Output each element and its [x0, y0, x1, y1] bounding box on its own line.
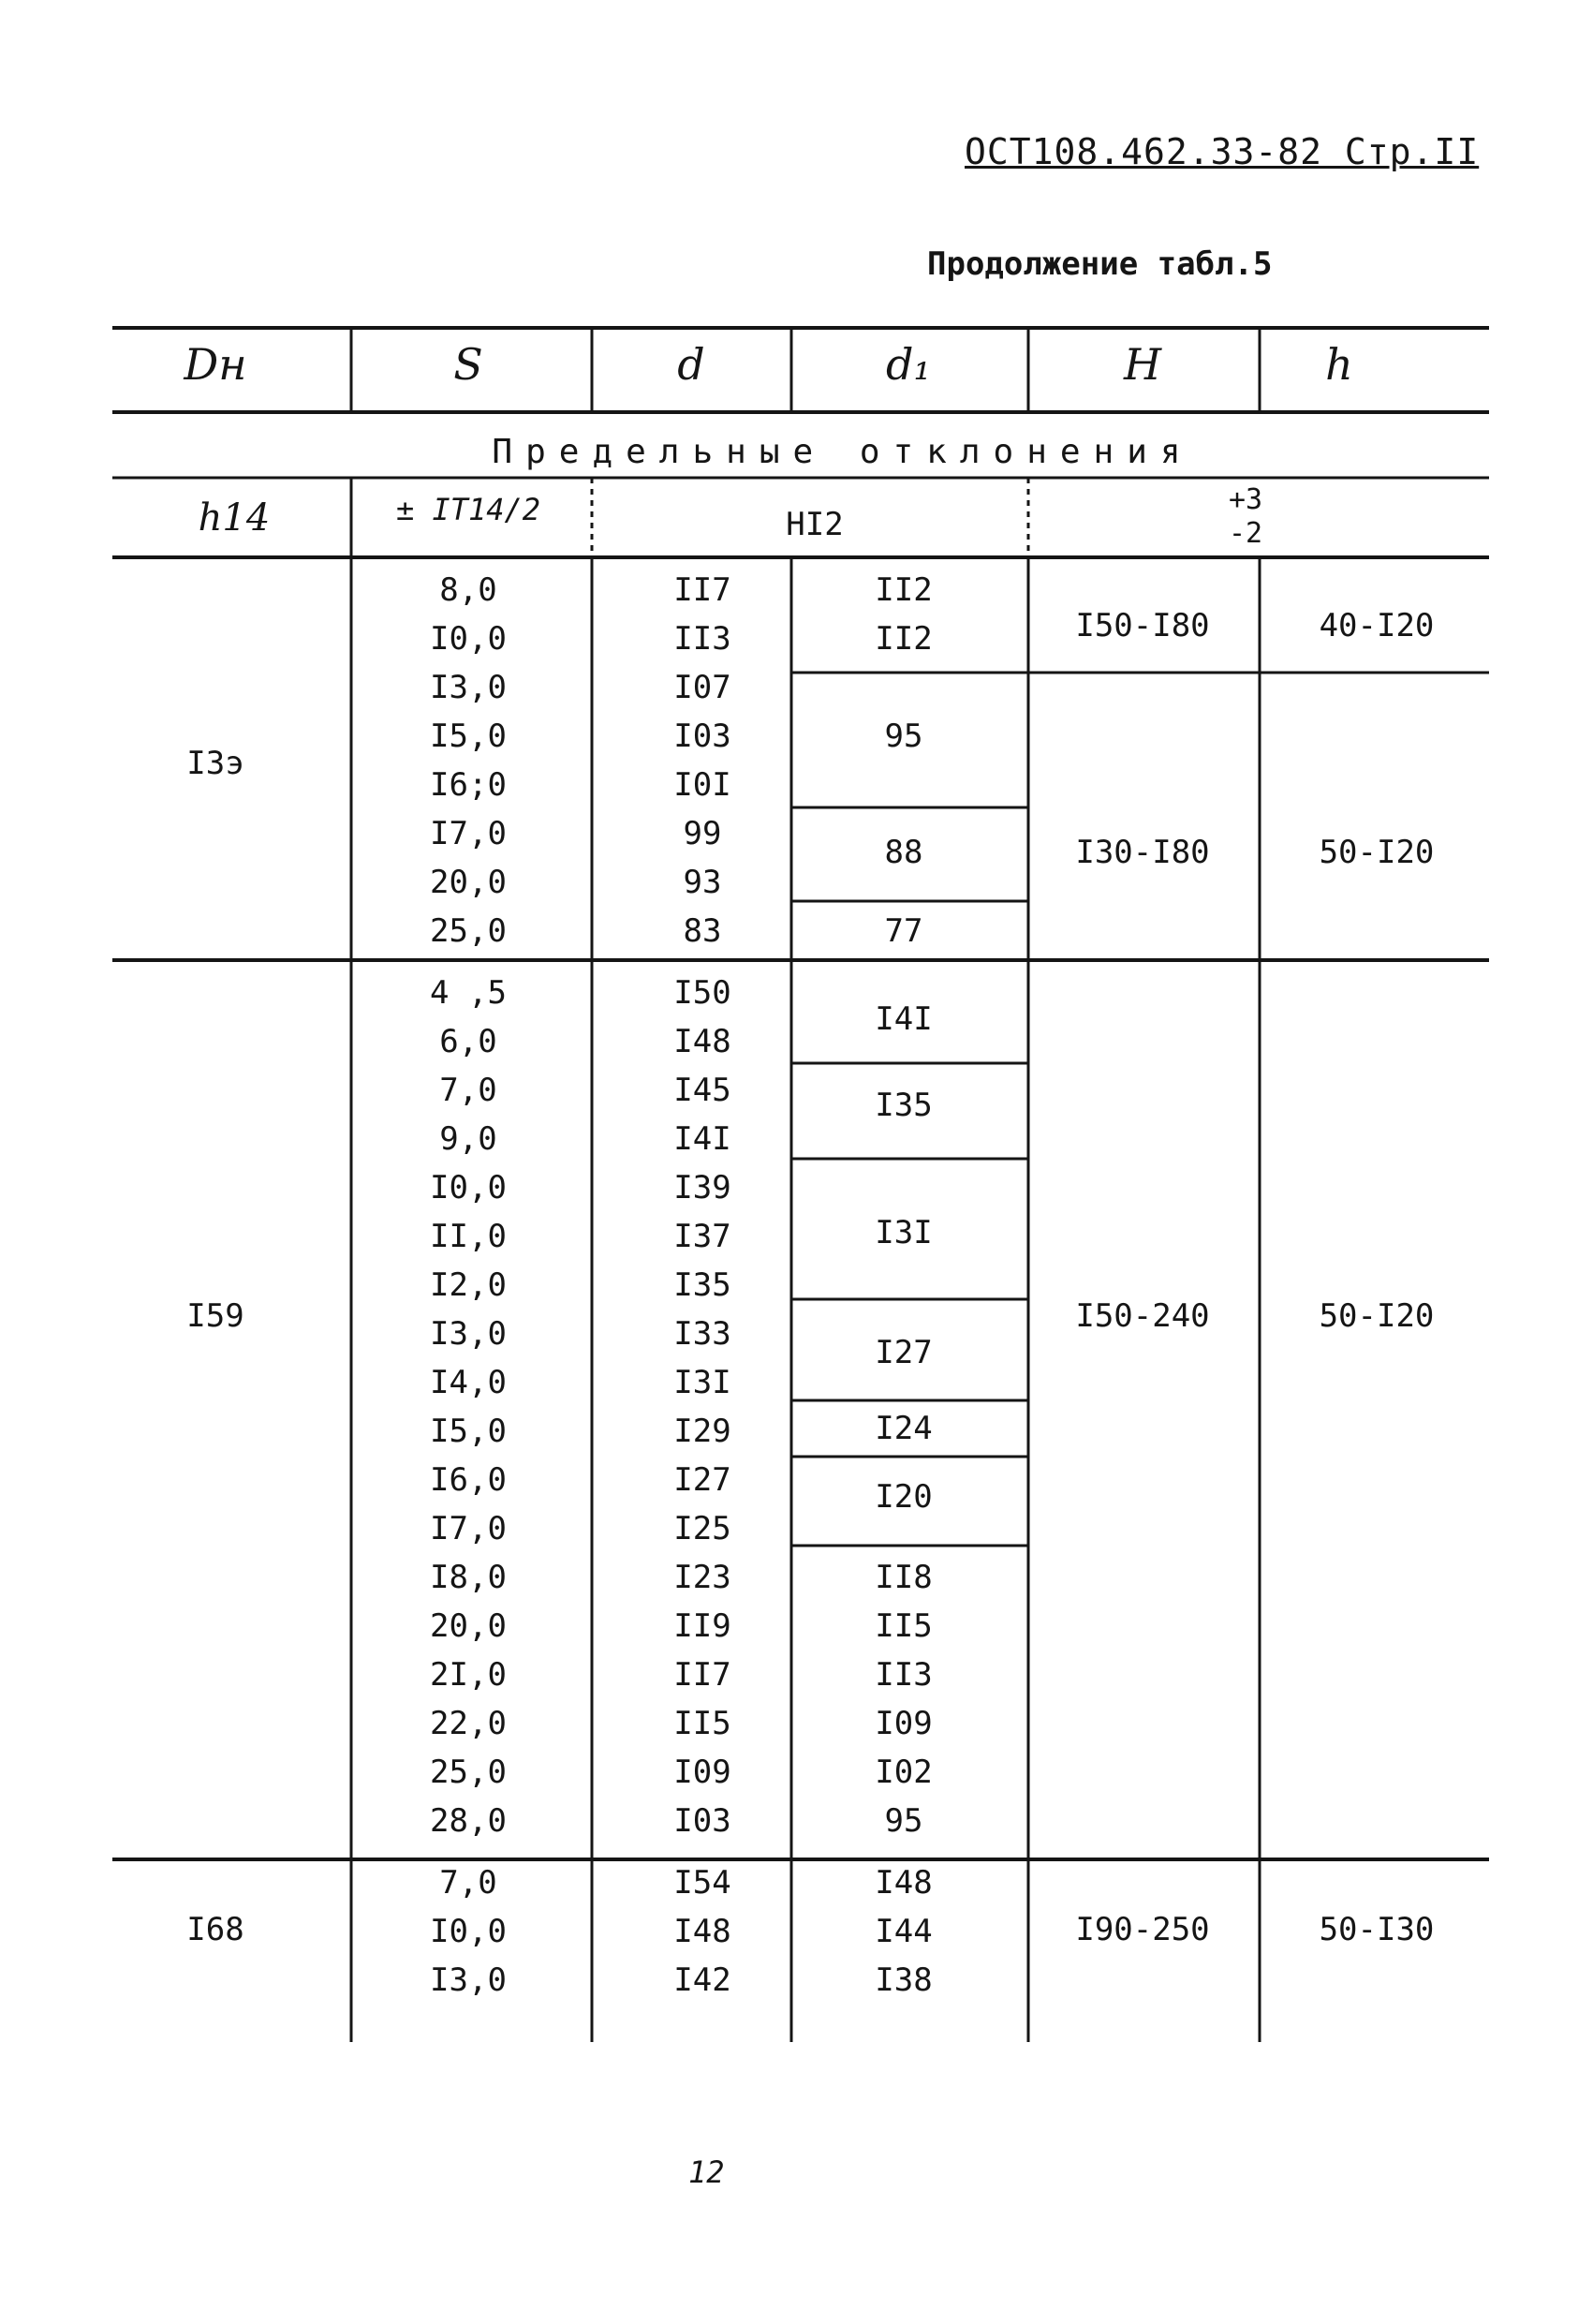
group3-d1-2: I38: [875, 1961, 933, 1999]
group2-d-16: I09: [673, 1754, 731, 1791]
group2-s-9: I5,0: [430, 1413, 507, 1450]
group2-d-10: I27: [673, 1461, 731, 1499]
group1-h-1: 50-I20: [1319, 834, 1435, 871]
group2-d1-10: I02: [875, 1754, 933, 1791]
group1-d-2: I07: [673, 669, 731, 706]
group3-s-1: I0,0: [430, 1913, 507, 1950]
group3-dn: I68: [186, 1911, 244, 1948]
group2-s-16: 25,0: [430, 1754, 507, 1791]
group1-s-6: 20,0: [430, 864, 507, 901]
group2-d-5: I37: [673, 1218, 731, 1255]
group2-s-14: 2I,0: [430, 1656, 507, 1694]
group2-s-11: I7,0: [430, 1510, 507, 1547]
group3-d1-0: I48: [875, 1864, 933, 1902]
group2-d-7: I33: [673, 1315, 731, 1353]
group1-d-0: II7: [673, 571, 731, 609]
group2-d1-11: 95: [884, 1802, 923, 1840]
group1-s-1: I0,0: [430, 620, 507, 658]
group2-d1-8: II3: [875, 1656, 933, 1694]
group2-d-1: I48: [673, 1023, 731, 1060]
group3-d-0: I54: [673, 1864, 731, 1902]
group2-d-3: I4I: [673, 1120, 731, 1158]
group2-d1-7: II5: [875, 1607, 933, 1645]
group1-d-7: 83: [683, 912, 722, 950]
table-caption: Продолжение табл.5: [927, 245, 1273, 283]
group3-s-2: I3,0: [430, 1961, 507, 1999]
tolerance-h-lower: -2: [1228, 517, 1263, 550]
group1-d-5: 99: [683, 815, 722, 852]
group2-s-4: I0,0: [430, 1169, 507, 1206]
group1-d-4: I0I: [673, 766, 731, 804]
tolerance-s: ± IT14/2: [395, 492, 541, 527]
group1-h-0: 40-I20: [1319, 607, 1435, 644]
group2-s-5: II,0: [430, 1218, 507, 1255]
group2-s-1: 6,0: [439, 1023, 497, 1060]
group2-d-13: II9: [673, 1607, 731, 1645]
page-number: 12: [688, 2154, 725, 2190]
group2-d-8: I3I: [673, 1364, 731, 1401]
group2-s-17: 28,0: [430, 1802, 507, 1840]
group2-s-10: I6,0: [430, 1461, 507, 1499]
group2-d-4: I39: [673, 1169, 731, 1206]
group2-h-0: 50-I20: [1319, 1297, 1435, 1335]
group2-s-6: I2,0: [430, 1266, 507, 1304]
group2-s-0: 4 ,5: [430, 974, 507, 1012]
group2-d-0: I50: [673, 974, 731, 1012]
group3-d-2: I42: [673, 1961, 731, 1999]
group1-s-0: 8,0: [439, 571, 497, 609]
group1-H-1: I30-I80: [1075, 834, 1210, 871]
group1-s-3: I5,0: [430, 718, 507, 755]
group2-d1-2: I3I: [875, 1214, 933, 1251]
group3-d-1: I48: [673, 1913, 731, 1950]
tolerances-title: Предельные отклонения: [492, 433, 1194, 471]
group1-d1-3: 88: [884, 834, 923, 871]
tolerance-h-upper: +3: [1228, 483, 1263, 516]
group1-d1-4: 77: [884, 912, 923, 950]
group2-d1-9: I09: [875, 1705, 933, 1742]
column-header-dn: Dн: [184, 339, 247, 390]
group1-s-4: I6;0: [430, 766, 507, 804]
column-header-h-lower: h: [1325, 339, 1353, 390]
document-reference: ОСТ108.462.33-82 Стр.II: [965, 131, 1480, 172]
group2-dn: I59: [186, 1297, 244, 1335]
group2-d1-6: II8: [875, 1559, 933, 1596]
group1-d1-0: II2: [875, 571, 933, 609]
group1-d1-2: 95: [884, 718, 923, 755]
group2-s-2: 7,0: [439, 1072, 497, 1109]
group1-d-1: II3: [673, 620, 731, 658]
group2-d1-3: I27: [875, 1334, 933, 1371]
group2-d-6: I35: [673, 1266, 731, 1304]
group2-s-7: I3,0: [430, 1315, 507, 1353]
group2-s-13: 20,0: [430, 1607, 507, 1645]
group2-d-17: I03: [673, 1802, 731, 1840]
group2-d1-5: I20: [875, 1478, 933, 1516]
group1-s-7: 25,0: [430, 912, 507, 950]
group2-d-12: I23: [673, 1559, 731, 1596]
column-header-h-upper: H: [1123, 339, 1162, 390]
group2-d1-4: I24: [875, 1410, 933, 1447]
group2-d-11: I25: [673, 1510, 731, 1547]
group1-d-3: I03: [673, 718, 731, 755]
group2-d-9: I29: [673, 1413, 731, 1450]
group1-H-0: I50-I80: [1075, 607, 1210, 644]
tolerance-dn: h14: [198, 496, 271, 540]
group2-d1-1: I35: [875, 1087, 933, 1124]
group3-H-0: I90-250: [1075, 1911, 1210, 1948]
group2-s-3: 9,0: [439, 1120, 497, 1158]
group1-s-2: I3,0: [430, 669, 507, 706]
group3-d1-1: I44: [875, 1913, 933, 1950]
group1-d1-1: II2: [875, 620, 933, 658]
group1-d-6: 93: [683, 864, 722, 901]
group2-s-15: 22,0: [430, 1705, 507, 1742]
group1-dn: I3э: [186, 745, 244, 782]
column-header-s: S: [453, 339, 483, 390]
group1-s-5: I7,0: [430, 815, 507, 852]
group3-s-0: 7,0: [439, 1864, 497, 1902]
column-header-d1: d₁: [886, 339, 931, 390]
group2-s-8: I4,0: [430, 1364, 507, 1401]
group2-s-12: I8,0: [430, 1559, 507, 1596]
group2-d1-0: I4I: [875, 1000, 933, 1038]
column-header-d: d: [677, 339, 705, 390]
group3-h-0: 50-I30: [1319, 1911, 1435, 1948]
group2-d-2: I45: [673, 1072, 731, 1109]
group2-d-14: II7: [673, 1656, 731, 1694]
group2-d-15: II5: [673, 1705, 731, 1742]
group2-H-0: I50-240: [1075, 1297, 1210, 1335]
tolerance-d-d1: HI2: [786, 506, 844, 543]
